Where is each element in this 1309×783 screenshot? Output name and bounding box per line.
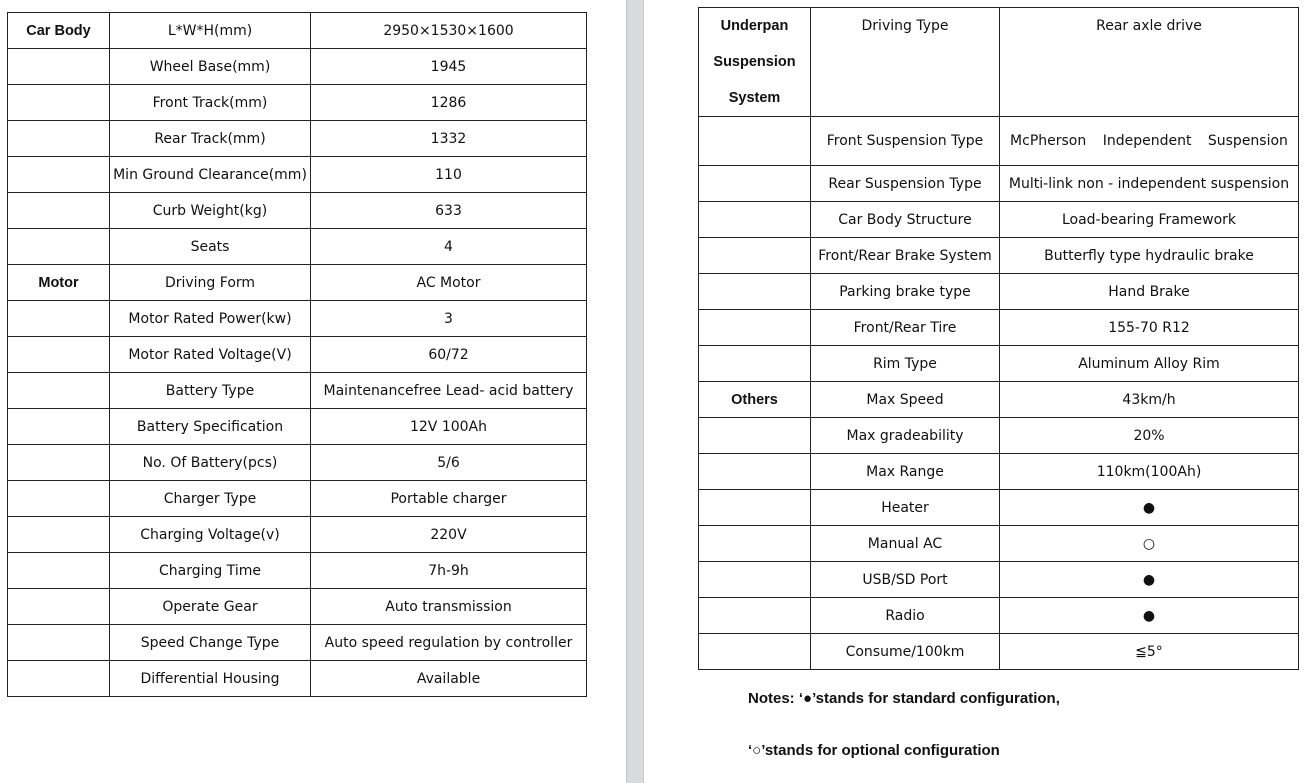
value-cell: 5/6 [311, 445, 587, 481]
value-cell: 12V 100Ah [311, 409, 587, 445]
category-cell [8, 157, 110, 193]
item-cell: Front/Rear Tire [811, 310, 1000, 346]
category-cell [699, 166, 811, 202]
item-cell: Driving Form [110, 265, 311, 301]
item-cell: Driving Type [811, 8, 1000, 117]
table-row [699, 166, 1299, 202]
value-cell: Available [311, 661, 587, 697]
notes-optional: ‘○’stands for optional configuration [748, 742, 1000, 759]
category-cell [8, 121, 110, 157]
table-row [8, 517, 587, 553]
category-cell [8, 193, 110, 229]
value-cell: Load-bearing Framework [1000, 202, 1299, 238]
value-cell: 7h-9h [311, 553, 587, 589]
value-cell: 1332 [311, 121, 587, 157]
item-cell: Differential Housing [110, 661, 311, 697]
category-cell [699, 8, 811, 117]
item-cell: Max gradeability [811, 418, 1000, 454]
table-row [699, 490, 1299, 526]
table-row [8, 409, 587, 445]
item-cell: USB/SD Port [811, 562, 1000, 598]
item-cell: Curb Weight(kg) [110, 193, 311, 229]
item-cell: Manual AC [811, 526, 1000, 562]
category-cell [8, 517, 110, 553]
value-cell: McPherson Independent Suspension [1000, 117, 1299, 166]
item-cell: Parking brake type [811, 274, 1000, 310]
value-cell: 220V [311, 517, 587, 553]
table-row [699, 238, 1299, 274]
value-cell: 110 [311, 157, 587, 193]
item-cell: L*W*H(mm) [110, 13, 311, 49]
value-cell: Auto transmission [311, 589, 587, 625]
item-cell: Heater [811, 490, 1000, 526]
value-cell: Auto speed regulation by controller [311, 625, 587, 661]
category-cell [699, 454, 811, 490]
table-row [699, 562, 1299, 598]
category-cell [699, 562, 811, 598]
table-row [8, 553, 587, 589]
table-row [699, 382, 1299, 418]
table-row [8, 193, 587, 229]
value-cell: ● [1000, 490, 1299, 526]
category-line: Suspension [713, 54, 796, 70]
category-cell: Motor [8, 265, 110, 301]
item-cell: Radio [811, 598, 1000, 634]
category-cell [699, 490, 811, 526]
value-cell: Butterfly type hydraulic brake [1000, 238, 1299, 274]
value-cell: 2950×1530×1600 [311, 13, 587, 49]
item-cell: Rim Type [811, 346, 1000, 382]
item-cell: Motor Rated Power(kw) [110, 301, 311, 337]
category-cell [699, 418, 811, 454]
table-row [8, 265, 587, 301]
item-cell: Seats [110, 229, 311, 265]
table-row [699, 202, 1299, 238]
category-cell: Others [699, 382, 811, 418]
category-cell [8, 85, 110, 121]
value-cell: Maintenancefree Lead- acid battery [311, 373, 587, 409]
category-cell [8, 481, 110, 517]
item-cell: Battery Specification [110, 409, 311, 445]
category-cell [8, 553, 110, 589]
category-cell [8, 409, 110, 445]
category-cell [8, 301, 110, 337]
item-cell: Rear Track(mm) [110, 121, 311, 157]
item-cell: Front Track(mm) [110, 85, 311, 121]
item-cell: Front Suspension Type [811, 117, 1000, 166]
table-row [699, 454, 1299, 490]
table-row [8, 13, 587, 49]
table-row [8, 481, 587, 517]
category-cell [699, 526, 811, 562]
value-cell: 110km(100Ah) [1000, 454, 1299, 490]
category-cell [699, 310, 811, 346]
table-row [699, 117, 1299, 166]
table-row [8, 337, 587, 373]
category-cell [8, 445, 110, 481]
value-cell: Rear axle drive [1000, 8, 1299, 117]
item-cell: Front/Rear Brake System [811, 238, 1000, 274]
category-cell [8, 661, 110, 697]
item-cell: Max Speed [811, 382, 1000, 418]
item-cell: Rear Suspension Type [811, 166, 1000, 202]
table-row [8, 445, 587, 481]
table-row [8, 85, 587, 121]
table-row [8, 157, 587, 193]
item-cell: Consume/100km [811, 634, 1000, 670]
category-cell [8, 625, 110, 661]
value-cell: ● [1000, 562, 1299, 598]
category-cell [8, 373, 110, 409]
item-cell: Speed Change Type [110, 625, 311, 661]
table-row [8, 625, 587, 661]
category-cell [8, 229, 110, 265]
value-cell: 4 [311, 229, 587, 265]
value-cell: 20% [1000, 418, 1299, 454]
value-cell: Hand Brake [1000, 274, 1299, 310]
item-cell: Max Range [811, 454, 1000, 490]
category-cell [699, 346, 811, 382]
table-row [699, 310, 1299, 346]
item-cell: Operate Gear [110, 589, 311, 625]
category-cell [699, 634, 811, 670]
item-cell: Charging Voltage(v) [110, 517, 311, 553]
value-cell: ≦5° [1000, 634, 1299, 670]
value-cell: Portable charger [311, 481, 587, 517]
category-cell [8, 589, 110, 625]
item-cell: Battery Type [110, 373, 311, 409]
category-line: Underpan [720, 18, 789, 34]
value-cell: 60/72 [311, 337, 587, 373]
category-cell [699, 238, 811, 274]
category-cell [699, 117, 811, 166]
value-cell: Multi-link non - independent suspension [1000, 166, 1299, 202]
value-cell: Aluminum Alloy Rim [1000, 346, 1299, 382]
category-cell [8, 49, 110, 85]
right-page [644, 0, 1309, 783]
value-cell: 1286 [311, 85, 587, 121]
category-cell [699, 598, 811, 634]
left-page [0, 0, 626, 783]
table-row [699, 598, 1299, 634]
item-cell: Charger Type [110, 481, 311, 517]
value-cell: 155-70 R12 [1000, 310, 1299, 346]
value-cell: 3 [311, 301, 587, 337]
table-row [8, 589, 587, 625]
table-row [8, 661, 587, 697]
value-cell: 1945 [311, 49, 587, 85]
item-cell: Car Body Structure [811, 202, 1000, 238]
item-cell: Motor Rated Voltage(V) [110, 337, 311, 373]
table-row [699, 418, 1299, 454]
table-row [699, 274, 1299, 310]
table-row [8, 301, 587, 337]
item-cell: Charging Time [110, 553, 311, 589]
table-row [8, 373, 587, 409]
item-cell: No. Of Battery(pcs) [110, 445, 311, 481]
category-cell: Car Body [8, 13, 110, 49]
table-row [699, 8, 1299, 117]
value-cell: ● [1000, 598, 1299, 634]
value-cell: AC Motor [311, 265, 587, 301]
category-cell [699, 274, 811, 310]
table-row [699, 346, 1299, 382]
table-row [8, 121, 587, 157]
value-cell: 633 [311, 193, 587, 229]
spec-table-left [7, 12, 587, 697]
spec-table-right [698, 7, 1299, 670]
category-cell [699, 202, 811, 238]
category-cell [8, 337, 110, 373]
table-row [699, 526, 1299, 562]
item-cell: Wheel Base(mm) [110, 49, 311, 85]
table-row [8, 229, 587, 265]
item-cell: Min Ground Clearance(mm) [110, 157, 311, 193]
category-line: System [728, 90, 781, 106]
value-cell: ○ [1000, 526, 1299, 562]
table-row [8, 49, 587, 85]
table-row [699, 634, 1299, 670]
page-gap [626, 0, 644, 783]
value-cell: 43km/h [1000, 382, 1299, 418]
notes-standard: Notes: ‘●’stands for standard configuration, [748, 690, 1060, 707]
